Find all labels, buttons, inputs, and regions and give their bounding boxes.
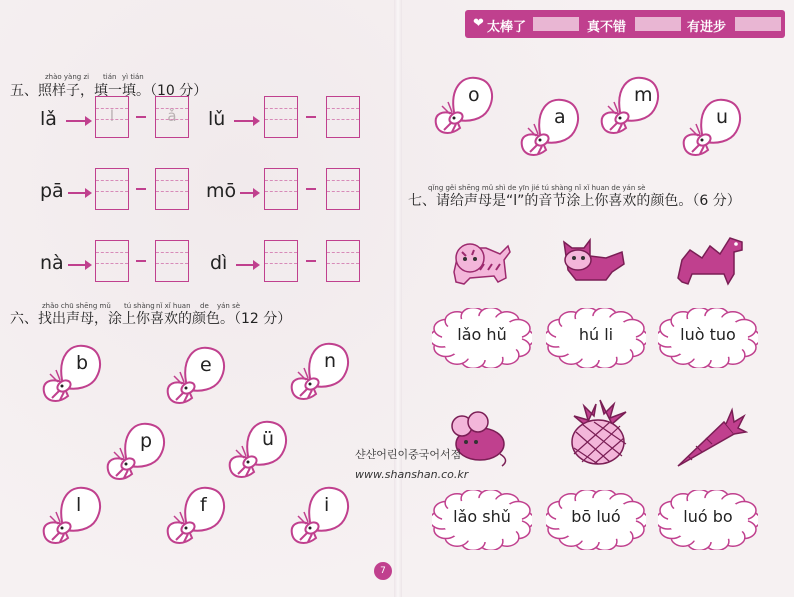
section7-title: 七、请给声母是“l”的音节涂上你喜欢的颜色。（6 分） [408, 193, 741, 209]
butterfly-letter: l [76, 494, 82, 516]
answer-box[interactable] [264, 96, 298, 138]
syllable-flower[interactable] [658, 308, 758, 368]
butterfly-letter: a [554, 106, 566, 128]
butterfly-letter: ü [262, 428, 275, 450]
pinyin-annotation: qǐng gěi shēng mǔ shì de yīn jié tú shàng nǐ xǐ huan de yán sè [428, 184, 646, 192]
dash [136, 116, 146, 118]
arrow-right-icon [236, 264, 254, 266]
butterfly-card[interactable] [40, 342, 106, 406]
syllable: mō [206, 180, 237, 202]
rating-label-great: 太棒了 [487, 20, 527, 35]
answer-box[interactable] [326, 96, 360, 138]
carrot-icon [672, 406, 748, 472]
rating-box-great[interactable] [533, 17, 579, 31]
pinyin-annotation: tián [103, 73, 117, 81]
syllable: lǔ [208, 108, 226, 130]
answer-box[interactable] [95, 96, 129, 138]
syllable-flower[interactable] [546, 308, 646, 368]
watermark-url: www.shanshan.co.kr [355, 468, 469, 481]
pinyin-annotation: yán sè [217, 302, 241, 310]
arrow-right-icon [68, 192, 86, 194]
pinyin-annotation: zhào yàng zi [45, 73, 90, 81]
butterfly-letter: n [324, 350, 337, 372]
butterfly-letter: o [468, 84, 480, 106]
butterfly-card[interactable] [164, 484, 230, 548]
butterfly-letter: m [634, 84, 653, 106]
watermark-text: 샨샨어린이중국어서점 [355, 448, 462, 461]
syllable-flower[interactable] [432, 490, 532, 550]
syllable-flower[interactable] [432, 308, 532, 368]
flower-syllable: bō luó [571, 507, 621, 526]
pinyin-annotation: nǐ xǐ huan [156, 302, 191, 310]
dash [136, 188, 146, 190]
butterfly-letter: i [324, 494, 330, 516]
page-fold [394, 0, 402, 597]
answer-box[interactable] [95, 168, 129, 210]
butterfly-card[interactable] [226, 418, 292, 482]
answer-box[interactable] [155, 96, 189, 138]
arrow-right-icon [66, 120, 86, 122]
pinyin-annotation: zhǎo chū [42, 302, 74, 310]
camel-icon [672, 228, 748, 288]
syllable-flower[interactable] [546, 490, 646, 550]
syllable: lǎ [40, 108, 57, 130]
tiger-icon [444, 232, 516, 290]
answer-text: ǎ [167, 107, 177, 125]
section6-title: 六、找出声母，涂上你喜欢的颜色。（12 分） [10, 311, 292, 327]
dash [306, 116, 316, 118]
arrow-right-icon [234, 120, 254, 122]
answer-box[interactable] [155, 168, 189, 210]
butterfly-card[interactable] [40, 484, 106, 548]
butterfly-card[interactable] [164, 344, 230, 408]
answer-box[interactable] [326, 240, 360, 282]
flower-syllable: hú li [578, 325, 614, 344]
butterfly-card[interactable] [104, 420, 170, 484]
butterfly-letter: e [200, 354, 212, 376]
heart-icon: ❤ [473, 16, 484, 31]
butterfly-letter: f [200, 494, 207, 516]
page-number: 7 [374, 562, 392, 580]
section5-title: 五、照样子，填一填。（10 分） [10, 83, 208, 99]
answer-box[interactable] [326, 168, 360, 210]
pinyin-annotation: yì tián [122, 73, 144, 81]
butterfly-letter: u [716, 106, 729, 128]
pineapple-icon [564, 396, 634, 468]
butterfly-card[interactable] [432, 74, 498, 138]
flower-syllable: luò tuo [680, 325, 736, 344]
butterfly-card[interactable] [288, 340, 354, 404]
answer-box[interactable] [95, 240, 129, 282]
flower-syllable: lǎo shǔ [453, 507, 511, 526]
rating-banner [465, 10, 785, 38]
butterfly-card[interactable] [288, 484, 354, 548]
arrow-right-icon [68, 264, 86, 266]
syllable: nà [40, 252, 64, 274]
rating-box-good[interactable] [635, 17, 681, 31]
butterfly-card[interactable] [680, 96, 746, 160]
syllable-flower[interactable] [658, 490, 758, 550]
butterfly-letter: b [76, 352, 89, 374]
dash [136, 260, 146, 262]
rating-label-progress: 有进步 [687, 20, 727, 35]
fox-icon [556, 234, 628, 284]
pinyin-annotation: shēng mǔ [76, 302, 111, 310]
pinyin-annotation: de [200, 302, 209, 310]
arrow-right-icon [240, 192, 254, 194]
flower-syllable: luó bo [683, 507, 733, 526]
butterfly-card[interactable] [518, 96, 584, 160]
syllable: dì [210, 252, 228, 274]
answer-box[interactable] [264, 168, 298, 210]
syllable: pā [40, 180, 64, 202]
answer-box[interactable] [264, 240, 298, 282]
rating-label-good: 真不错 [587, 20, 627, 35]
butterfly-card[interactable] [598, 74, 664, 138]
answer-text: l [109, 107, 115, 125]
flower-syllable: lǎo hǔ [457, 325, 507, 344]
butterfly-letter: p [140, 430, 153, 452]
dash [306, 188, 316, 190]
rating-box-progress[interactable] [735, 17, 781, 31]
pinyin-annotation: tú shàng [124, 302, 155, 310]
answer-box[interactable] [155, 240, 189, 282]
dash [306, 260, 316, 262]
